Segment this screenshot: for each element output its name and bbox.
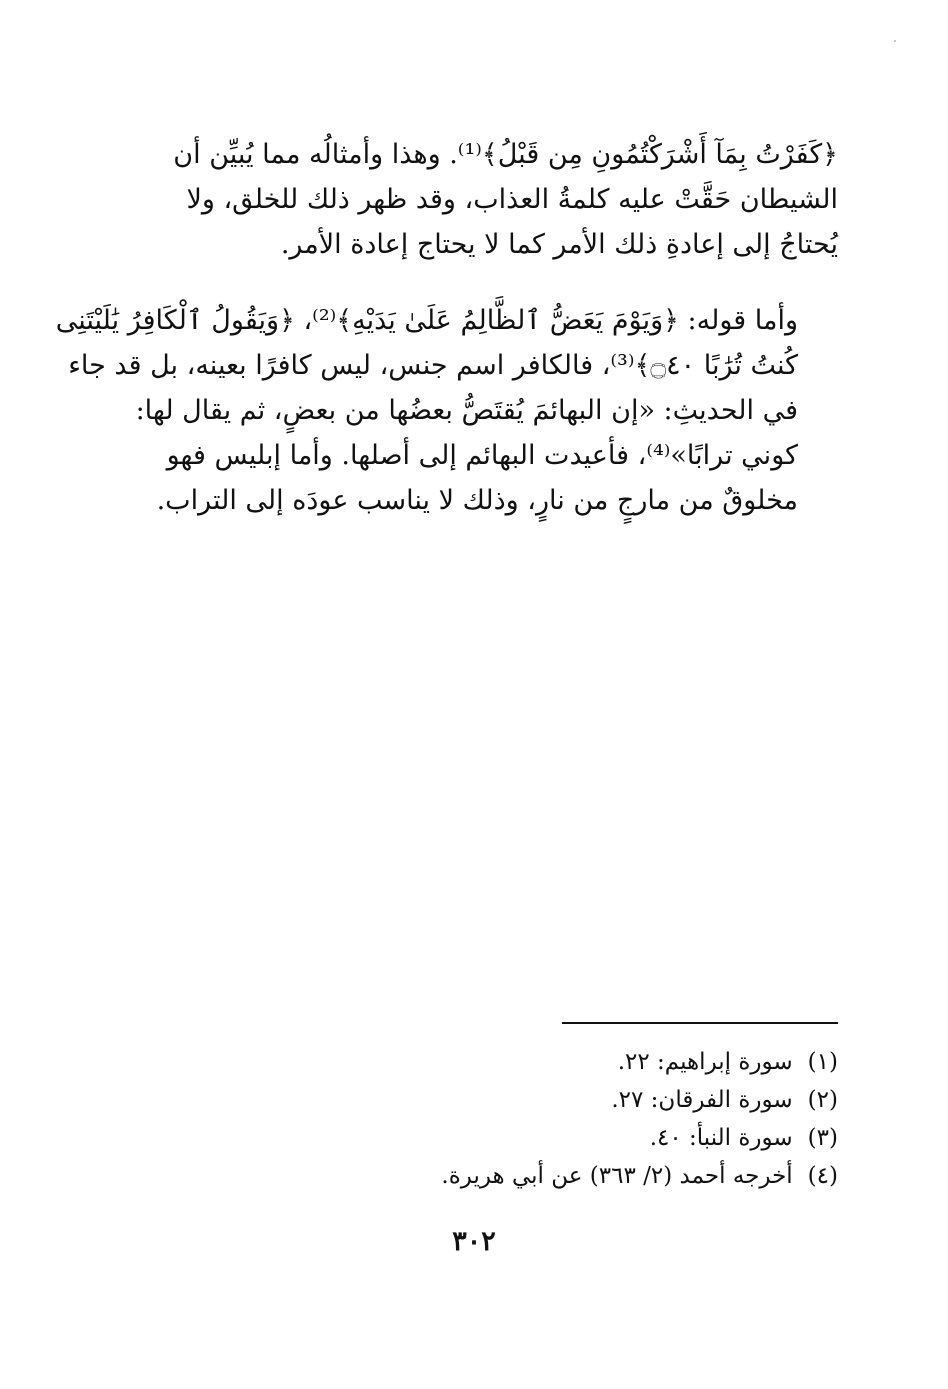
footnote-text: سورة النبأ: ٤٠. <box>649 1125 793 1151</box>
footnote-number: (٢) <box>807 1087 838 1113</box>
paragraph-1-line-1: ﴿كَفَرْتُ بِمَآ أَشْرَكْتُمُونِ مِن قَبْلُ﴾⁽¹⁾. وهذا وأمثالُه مما يُبيِّن أن <box>173 139 838 170</box>
footnote-4 <box>116 1157 838 1195</box>
paragraph-2-line-4: كوني ترابًا»⁽⁴⁾، فأعيدت البهائم إلى أصلها. وأما إبليس فهو <box>166 440 798 471</box>
paragraph-2-line-2: كُنتُ تُرَٰبًا ۝٤٠﴾⁽³⁾، فالكافر اسم جنس، ليس كافرًا بعينه، بل قد جاء <box>68 350 798 381</box>
paragraph-1-line-3: يُحتاجُ إلى إعادةِ ذلك الأمر كما لا يحتاج إعادة الأمر. <box>280 229 838 260</box>
footnote-text: سورة إبراهيم: ٢٢. <box>617 1049 793 1075</box>
footnote-separator <box>562 1022 838 1024</box>
footnote-number: (٤) <box>807 1163 838 1189</box>
paragraph-2-line-1: وأما قوله: ﴿وَيَوْمَ يَعَضُّ ٱلظَّالِمُ عَلَىٰ يَدَيْهِ﴾⁽²⁾، ﴿وَيَقُولُ ٱلْكَافِرُ يَٰلَيْتَنِى <box>55 305 798 336</box>
footnotes <box>116 1043 838 1195</box>
page-number: ٣٠٢ <box>452 1226 496 1257</box>
footnote-1 <box>116 1043 838 1081</box>
footnote-3 <box>116 1119 838 1157</box>
paragraph-1-line-2: الشيطان حَقَّتْ عليه كلمةُ العذاب، وقد ظهر ذلك للخلق، ولا <box>186 184 838 215</box>
footnote-text: سورة الفرقان: ٢٧. <box>611 1087 793 1113</box>
margin-mark <box>894 40 896 42</box>
footnote-number: (٣) <box>807 1125 838 1151</box>
paragraph-2-line-3: في الحديثِ: «إن البهائمَ يُقتَصُّ بعضُها من بعضٍ، ثم يقال لها: <box>135 395 798 426</box>
paragraph-2 <box>55 298 838 523</box>
footnote-number: (١) <box>807 1049 838 1075</box>
footnote-2 <box>116 1081 838 1119</box>
footnote-text: أخرجه أحمد (٢/ ٣٦٣) عن أبي هريرة. <box>441 1163 793 1189</box>
paragraph-1 <box>116 132 838 267</box>
paragraph-2-line-5: مخلوقٌ من مارجٍ من نارٍ، وذلك لا يناسب عودَه إلى التراب. <box>156 485 798 516</box>
